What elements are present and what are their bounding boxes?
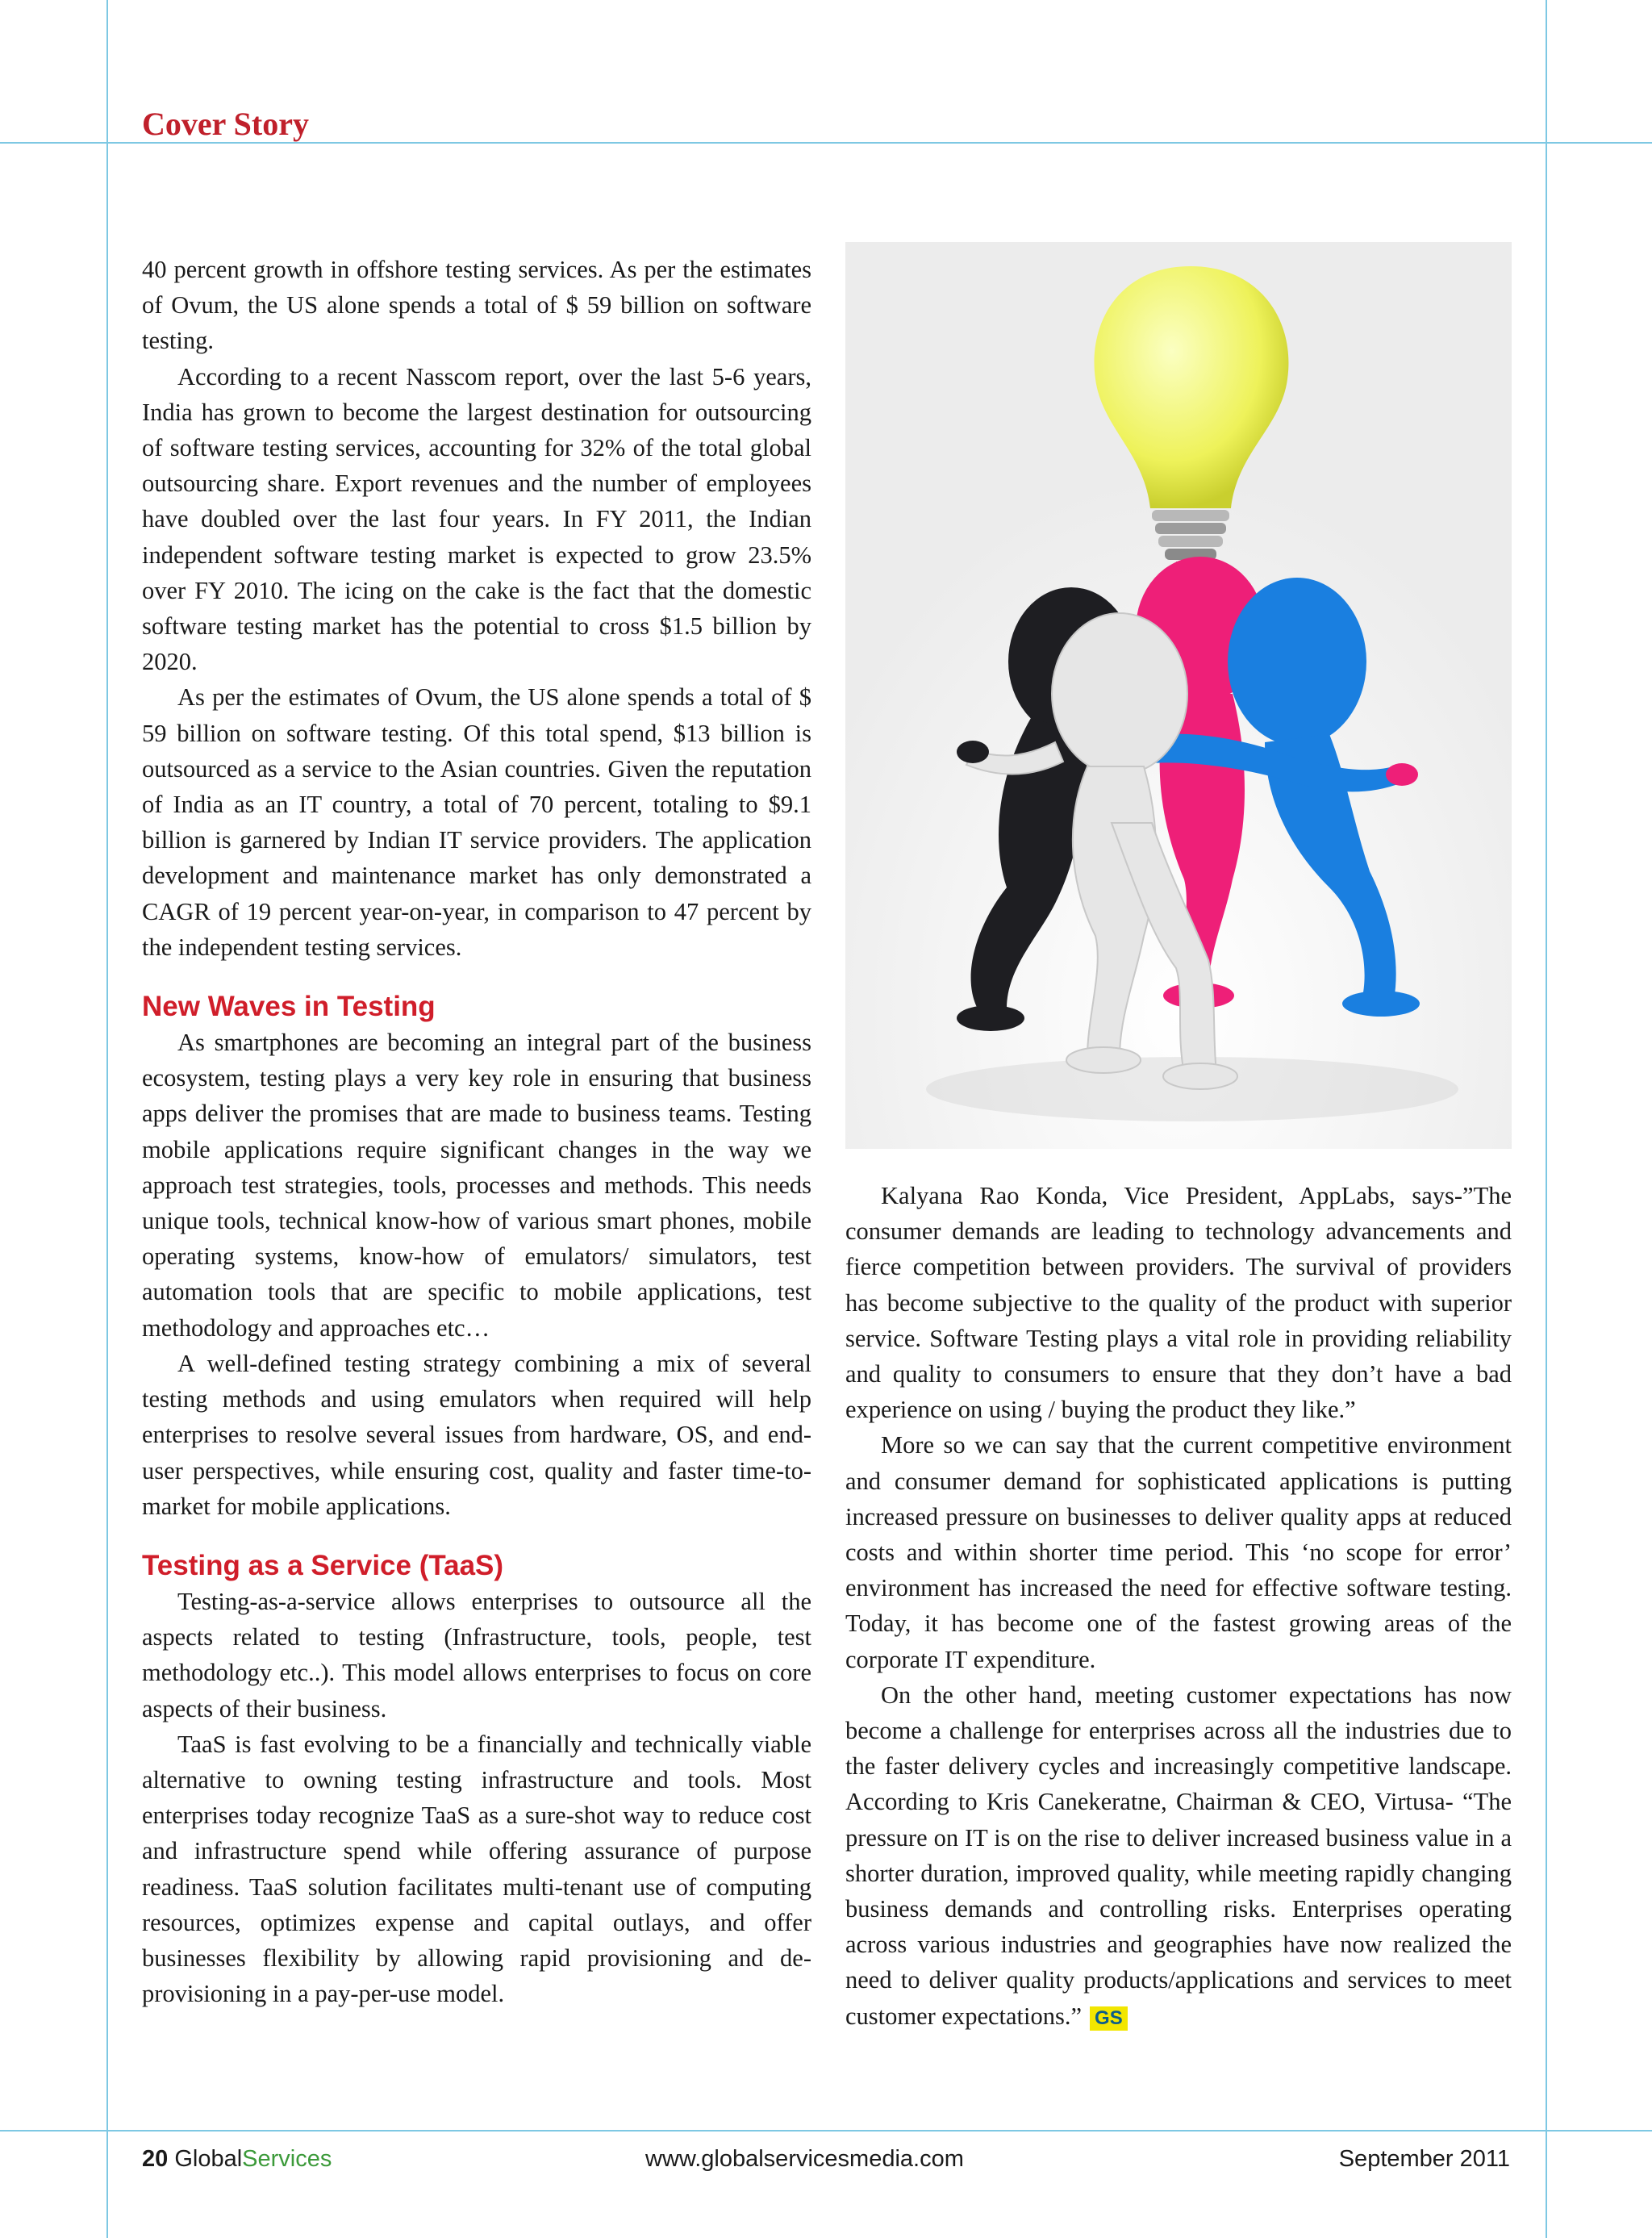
paragraph: Testing-as-a-service allows enterprises to outsource all the aspects related to testing (Infrastructure, tools, people, test methodology etc..). This model allows enterprises to focus on core aspects of their business. xyxy=(142,1587,811,1722)
footer-page-brand xyxy=(142,2142,332,2176)
guide-line-bottom xyxy=(0,2130,1652,2132)
paragraph xyxy=(845,1677,1512,2034)
paragraph: TaaS is fast evolving to be a financially and technically viable alternative to owning testing infrastructure and tools. Most enterprises today recognize TaaS as a sure-shot way to reduce cost and infrastructure spend while offering assurance of purpose readiness. TaaS solution facilitates multi-tenant use of computing resources, optimizes expense and capital outlays, and offer businesses flexibility by allowing rapid provisioning and de-provisioning in a pay-per-use model. xyxy=(142,1730,811,2008)
teamwork-lightbulb-illustration xyxy=(845,242,1512,1149)
left-column xyxy=(142,252,811,2011)
paragraph: According to a recent Nasscom report, over the last 5-6 years, India has grown to become the largest destination for outsourcing of software testing services, accounting for 32% of the total global outsourcing share. Export revenues and the number of employees have doubled over the last four years. In FY 2011, the Indian independent software testing market is expected to grow 23.5% over FY 2010. The icing on the cake is the fact that the domestic software testing market has the potential to cross $1.5 billion by 2020. xyxy=(142,362,811,676)
paragraph: A well-defined testing strategy combining a mix of several testing methods and using emulators when required will help enterprises to resolve several issues from hardware, OS, and end-user perspectives, while ensuring cost, quality and faster time-to-market for mobile applications. xyxy=(142,1349,811,1520)
paragraph: Kalyana Rao Konda, Vice President, AppLabs, says-”The consumer demands are leading to technology advancements and fierce competition between providers. The survival of providers has become subjective to the quality of the product with superior service. Software Testing plays a vital role in providing reliability and quality to consumers to ensure that they don’t have a bad experience on using / buying the product they like.” xyxy=(845,1182,1512,1424)
paragraph-text: On the other hand, meeting customer expectations has now become a challenge for enterprises across all the industries due to the faster delivery cycles and increasingly competitive landscape. According to Kris Canekeratne, Chairman & CEO, Virtusa- “The pressure on IT is on the rise to deliver increased business value in a shorter duration, improved quality, while meeting rapidly changing business demands and controlling risks. Enterprises operating across various industries and geographies have now realized the need to deliver quality products/applications and services to meet customer expectations.” xyxy=(845,1681,1512,2030)
paragraph: 40 percent growth in offshore testing services. As per the estimates of Ovum, the US alone spends a total of $ 59 billion on software testing. xyxy=(142,256,811,355)
guide-line-left xyxy=(106,0,108,2238)
end-of-article-badge: GS xyxy=(1090,2006,1128,2031)
guide-line-right xyxy=(1546,0,1547,2238)
right-column xyxy=(845,1178,1512,2034)
page-number: 20 xyxy=(142,2146,169,2172)
paragraph: As per the estimates of Ovum, the US alone spends a total of $ 59 billion on software testing. Of this total spend, $13 billion is outsourced as a service to the Asian countries. Given the reputation of India as an IT country, a total of 70 percent, totaling to $9.1 billion is garnered by Indian IT service providers. The application development and maintenance market has only demonstrated a CAGR of 19 percent year-on-year, in comparison to 47 percent by the independent testing services. xyxy=(142,683,811,961)
paragraph: As smartphones are becoming an integral part of the business ecosystem, testing plays a very key role in ensuring that business apps deliver the promises that are made to business teams. Testing mobile applications require significant changes in the way we approach test strategies, tools, processes and methods. This needs unique tools, technical know-how of various smart phones, mobile operating systems, know-how of emulators/ simulators, test automation tools that are specific to mobile applications, test methodology and approaches etc… xyxy=(142,1029,811,1342)
subheading-taas: Testing as a Service (TaaS) xyxy=(142,1549,504,1581)
footer-url[interactable]: www.globalservicesmedia.com xyxy=(645,2146,964,2172)
brand-name: GlobalServices xyxy=(174,2146,332,2172)
section-title: Cover Story xyxy=(142,106,309,142)
subheading-new-waves: New Waves in Testing xyxy=(142,991,436,1023)
footer-date: September 2011 xyxy=(1338,2146,1510,2172)
paragraph: More so we can say that the current competitive environment and consumer demand for sophisticated applications is putting increased pressure on businesses to deliver quality apps at reduced costs and within shorter time period. This ‘no scope for error’ environment has increased the need for effective software testing. Today, it has become one of the fastest growing areas of the corporate IT expenditure. xyxy=(845,1431,1512,1673)
